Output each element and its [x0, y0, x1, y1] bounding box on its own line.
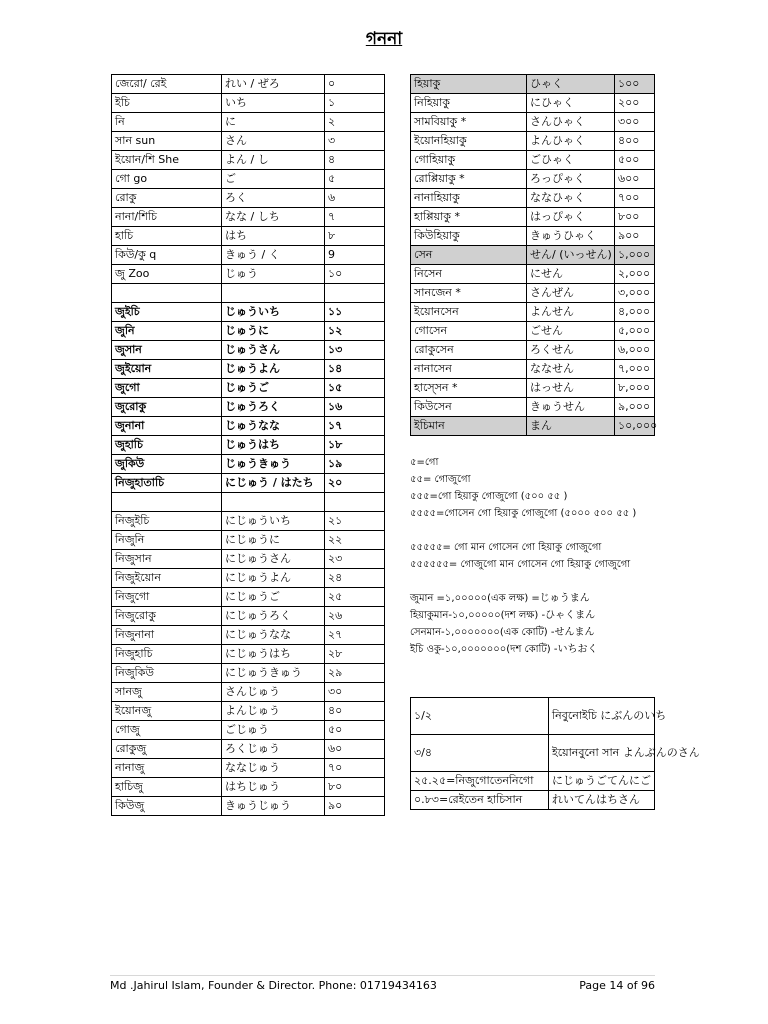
note-line: ৫৫৫৫৫৫= গোজুগো মান গোসেন গো হিয়াকু গোজুগো — [410, 559, 631, 570]
table-cell — [112, 284, 222, 303]
table-row — [411, 113, 655, 132]
table-row — [112, 227, 385, 246]
table-cell: ২৮ — [325, 645, 385, 664]
table-cell: নিজুসান — [112, 550, 222, 569]
table-cell: ২,০০০ — [615, 265, 655, 284]
table-row — [112, 550, 385, 569]
table-cell: জেরো/ রেই — [112, 75, 222, 94]
table-row — [411, 398, 655, 417]
table-cell: せん/ (いっせん) — [527, 246, 615, 265]
table-cell: জুনানা — [112, 417, 222, 436]
table-cell: にじゅう / はたち — [222, 474, 325, 493]
table-cell: にじゅうさん — [222, 550, 325, 569]
table-cell: にじゅうよん — [222, 569, 325, 588]
table-row — [112, 778, 385, 797]
table-cell: ২৭ — [325, 626, 385, 645]
table-cell: জুহাচি — [112, 436, 222, 455]
table-cell: ৪ — [325, 151, 385, 170]
table-row — [411, 417, 655, 436]
table-cell: にじゅうろく — [222, 607, 325, 626]
table-cell: はち — [222, 227, 325, 246]
table-cell: নিজুনি — [112, 531, 222, 550]
table-cell: জুরোকু — [112, 398, 222, 417]
note-line: ৫=গো — [410, 457, 439, 468]
table-cell: জুসান — [112, 341, 222, 360]
table-row — [112, 607, 385, 626]
note-line — [410, 573, 636, 590]
table-cell: ইয়োনজু — [112, 702, 222, 721]
table-cell: よん / し — [222, 151, 325, 170]
table-cell: নিজুহাচি — [112, 645, 222, 664]
table-cell: はっぴゃく — [527, 208, 615, 227]
table-cell — [222, 493, 325, 512]
table-cell: にじゅうきゅう — [222, 664, 325, 683]
table-cell: রোকুজু — [112, 740, 222, 759]
table-row — [112, 189, 385, 208]
table-row — [411, 735, 655, 772]
table-row — [112, 170, 385, 189]
table-row — [112, 455, 385, 474]
table-cell: ৩০০ — [615, 113, 655, 132]
table-cell: じゅうなな — [222, 417, 325, 436]
table-cell: ৫০০ — [615, 151, 655, 170]
table-row — [411, 698, 655, 735]
table-row — [411, 341, 655, 360]
table-row — [112, 284, 385, 303]
table-cell: よんせん — [527, 303, 615, 322]
table-cell: ২৩ — [325, 550, 385, 569]
table-cell: ৪,০০০ — [615, 303, 655, 322]
table-cell: ৭ — [325, 208, 385, 227]
table-cell: নিজুগো — [112, 588, 222, 607]
table-cell: じゅうさん — [222, 341, 325, 360]
table-cell: জুইয়োন — [112, 360, 222, 379]
table-cell: নানাজু — [112, 759, 222, 778]
table-cell: ০ — [325, 75, 385, 94]
table-cell: じゅうご — [222, 379, 325, 398]
table-cell: ১৪ — [325, 360, 385, 379]
table-cell: ১০,০০০ — [615, 417, 655, 436]
table-cell: ৪০০ — [615, 132, 655, 151]
table-row — [112, 379, 385, 398]
table-cell: じゅうはち — [222, 436, 325, 455]
table-row — [112, 360, 385, 379]
table-cell: নি — [112, 113, 222, 132]
table-cell: ১৯ — [325, 455, 385, 474]
table-row — [112, 493, 385, 512]
table-row — [411, 772, 655, 791]
table-cell: ななじゅう — [222, 759, 325, 778]
table-cell: নানাসেন — [411, 360, 527, 379]
table-cell: ৩,০০০ — [615, 284, 655, 303]
table-cell: にじゅうご — [222, 588, 325, 607]
table-row — [112, 474, 385, 493]
table-cell — [325, 284, 385, 303]
fraction-table — [410, 697, 700, 810]
table-cell: নিজুকিউ — [112, 664, 222, 683]
table-cell: ৫ — [325, 170, 385, 189]
table-cell: ২৪ — [325, 569, 385, 588]
table-cell: ろくせん — [527, 341, 615, 360]
note-line: সেনমান-১,০০০০০০০(এক কোটি) -せんまん — [410, 627, 595, 638]
footer-author: Md .Jahirul Islam, Founder & Director. Phone: 01719434163 — [110, 979, 437, 992]
table-cell: ৬০০ — [615, 170, 655, 189]
table-cell: きゅうじゅう — [222, 797, 325, 816]
table-row — [411, 208, 655, 227]
table-cell: ごせん — [527, 322, 615, 341]
table-cell: জু Zoo — [112, 265, 222, 284]
table-row — [411, 379, 655, 398]
note-line: হিয়াকুমান-১০,০০০০০(দশ লক্ষ) -ひゃくまん — [410, 610, 596, 621]
table-cell: じゅういち — [222, 303, 325, 322]
table-cell: ৯০০ — [615, 227, 655, 246]
table-cell: れいてんはちさん — [549, 791, 655, 810]
table-cell: ご — [222, 170, 325, 189]
table-cell: はちじゅう — [222, 778, 325, 797]
table-cell: にじゅうなな — [222, 626, 325, 645]
table-cell: ৫০ — [325, 721, 385, 740]
footer-page: Page 14 of 96 — [579, 979, 655, 992]
table-cell: ইয়োনহিয়াকু — [411, 132, 527, 151]
table-cell: きゅうひゃく — [527, 227, 615, 246]
note-line: জুমান =১,০০০০০(এক লক্ষ) =じゅうまん — [410, 593, 590, 604]
table-row — [112, 512, 385, 531]
table-cell: ১৬ — [325, 398, 385, 417]
table-cell: কিউজু — [112, 797, 222, 816]
table-cell: にじゅうはち — [222, 645, 325, 664]
table-cell: じゅうに — [222, 322, 325, 341]
table-cell: ৬০ — [325, 740, 385, 759]
table-cell: ইচি — [112, 94, 222, 113]
table-cell: ইয়োনবুনো সান よんぶんのさん — [549, 735, 655, 772]
table-cell — [222, 284, 325, 303]
table-cell: জুইচি — [112, 303, 222, 322]
table-cell: ইচিমান — [411, 417, 527, 436]
table-cell: 9 — [325, 246, 385, 265]
table-row — [411, 94, 655, 113]
table-row — [112, 303, 385, 322]
note-line: ৫৫= গোজুগো — [410, 474, 471, 485]
table-cell: ৩ — [325, 132, 385, 151]
table-row — [411, 322, 655, 341]
table-row — [112, 797, 385, 816]
table-cell: まん — [527, 417, 615, 436]
table-cell: ৮০০ — [615, 208, 655, 227]
table-row — [411, 284, 655, 303]
table-row — [112, 702, 385, 721]
table-cell: ひゃく — [527, 75, 615, 94]
table-cell: にせん — [527, 265, 615, 284]
table-cell: さんひゃく — [527, 113, 615, 132]
table-cell: ৬ — [325, 189, 385, 208]
table-row — [411, 189, 655, 208]
table-cell: じゅうよん — [222, 360, 325, 379]
table-cell: কিউহিয়াকু — [411, 227, 527, 246]
table-cell: হাস্সেন * — [411, 379, 527, 398]
table-cell: ৫,০০০ — [615, 322, 655, 341]
table-cell: গো go — [112, 170, 222, 189]
table-row — [112, 208, 385, 227]
table-cell: হাচি — [112, 227, 222, 246]
table-row — [112, 151, 385, 170]
table-row — [112, 588, 385, 607]
right-number-table — [410, 74, 658, 436]
table-cell: হাচিজু — [112, 778, 222, 797]
table-cell: ৭০ — [325, 759, 385, 778]
table-cell: নিবুনোইচি にぶんのいち — [549, 698, 655, 735]
table-row — [112, 740, 385, 759]
table-cell: নিসেন — [411, 265, 527, 284]
note-line: ৫৫৫=গো হিয়াকু গোজুগো (৫০০ ৫৫ ) — [410, 491, 568, 502]
table-cell: নিজুইচি — [112, 512, 222, 531]
table-row — [112, 246, 385, 265]
table-row — [411, 75, 655, 94]
table-row — [112, 759, 385, 778]
table-cell: ৭,০০০ — [615, 360, 655, 379]
table-row — [411, 791, 655, 810]
table-cell: রোকু — [112, 189, 222, 208]
table-cell: গোজু — [112, 721, 222, 740]
table-cell: কিউসেন — [411, 398, 527, 417]
table-row — [411, 246, 655, 265]
table-cell: ২৯ — [325, 664, 385, 683]
table-row — [411, 132, 655, 151]
table-cell: ろくじゅう — [222, 740, 325, 759]
table-row — [411, 227, 655, 246]
table-cell: নিহিয়াকু — [411, 94, 527, 113]
table-cell: ২০০ — [615, 94, 655, 113]
table-cell: ななひゃく — [527, 189, 615, 208]
table-cell: ৮ — [325, 227, 385, 246]
note-line: ৫৫৫৫=গোসেন গো হিয়াকু গোজুগো (৫০০০ ৫০০ ৫৫ ) — [410, 508, 637, 519]
table-cell: きゅう / く — [222, 246, 325, 265]
left-number-table — [111, 74, 385, 816]
table-cell: ১ — [325, 94, 385, 113]
table-row — [112, 398, 385, 417]
table-cell: にひゃく — [527, 94, 615, 113]
table-cell: ৩০ — [325, 683, 385, 702]
table-cell: よんひゃく — [527, 132, 615, 151]
table-row — [411, 265, 655, 284]
table-cell: なな / しち — [222, 208, 325, 227]
table-cell: ろっぴゃく — [527, 170, 615, 189]
table-cell: ২৫.২৫=নিজুগোতেননিগো — [411, 772, 549, 791]
table-cell: ৮০ — [325, 778, 385, 797]
table-cell: নিজুনানা — [112, 626, 222, 645]
table-cell: ৭০০ — [615, 189, 655, 208]
table-cell: にじゅういち — [222, 512, 325, 531]
table-cell: হিয়াকু — [411, 75, 527, 94]
table-row — [112, 645, 385, 664]
table-cell: じゅうきゅう — [222, 455, 325, 474]
table-cell: নিজুহাতাচি — [112, 474, 222, 493]
table-row — [411, 360, 655, 379]
table-cell: ৬,০০০ — [615, 341, 655, 360]
table-cell: ১৮ — [325, 436, 385, 455]
table-cell: さんじゅう — [222, 683, 325, 702]
table-cell: さん — [222, 132, 325, 151]
table-cell: ১/২ — [411, 698, 549, 735]
table-cell: さんぜん — [527, 284, 615, 303]
table-cell: রোপ্পিয়াকু * — [411, 170, 527, 189]
table-cell: に — [222, 113, 325, 132]
table-cell: জুগো — [112, 379, 222, 398]
table-cell: কিউ/কু q — [112, 246, 222, 265]
table-cell: সানজেন * — [411, 284, 527, 303]
table-cell: ২২ — [325, 531, 385, 550]
table-cell: গোহিয়াকু — [411, 151, 527, 170]
table-cell: ১,০০০ — [615, 246, 655, 265]
table-cell: ১৩ — [325, 341, 385, 360]
table-row — [112, 664, 385, 683]
notes — [410, 454, 636, 658]
table-cell: ২০ — [325, 474, 385, 493]
table-cell: ろく — [222, 189, 325, 208]
table-row — [112, 75, 385, 94]
table-cell: ৮,০০০ — [615, 379, 655, 398]
table-cell: সামবিয়াকু * — [411, 113, 527, 132]
table-cell: সেন — [411, 246, 527, 265]
table-cell: ইয়োনসেন — [411, 303, 527, 322]
table-cell: はっせん — [527, 379, 615, 398]
table-cell: ১২ — [325, 322, 385, 341]
table-cell: きゅうせん — [527, 398, 615, 417]
table-cell: ごじゅう — [222, 721, 325, 740]
table-cell: নানাহিয়াকু — [411, 189, 527, 208]
table-row — [411, 151, 655, 170]
table-cell: নিজুইয়োন — [112, 569, 222, 588]
table-cell: にじゅうごてんにご — [549, 772, 655, 791]
table-cell — [112, 493, 222, 512]
table-cell: সানজু — [112, 683, 222, 702]
table-cell: রোকুসেন — [411, 341, 527, 360]
table-cell: じゅう — [222, 265, 325, 284]
note-line: ইচি ওকু-১০,০০০০০০০(দশ কোটি) -いちおく — [410, 644, 598, 655]
table-cell: ごひゃく — [527, 151, 615, 170]
table-row — [411, 170, 655, 189]
table-cell: じゅうろく — [222, 398, 325, 417]
table-row — [112, 341, 385, 360]
table-cell: ১৭ — [325, 417, 385, 436]
table-row — [112, 721, 385, 740]
note-line — [410, 522, 636, 539]
table-cell: ৯,০০০ — [615, 398, 655, 417]
footer — [110, 975, 655, 992]
table-cell: よんじゅう — [222, 702, 325, 721]
table-cell: নিজুরোকু — [112, 607, 222, 626]
table-cell: ২৬ — [325, 607, 385, 626]
table-row — [112, 94, 385, 113]
table-row — [112, 265, 385, 284]
table-cell: ২১ — [325, 512, 385, 531]
table-cell — [325, 493, 385, 512]
table-cell: ১০ — [325, 265, 385, 284]
table-row — [411, 303, 655, 322]
table-cell: ৯০ — [325, 797, 385, 816]
table-row — [112, 417, 385, 436]
table-cell: れい / ぜろ — [222, 75, 325, 94]
table-cell: হাপ্পিয়াকু * — [411, 208, 527, 227]
table-row — [112, 436, 385, 455]
table-row — [112, 683, 385, 702]
table-cell: ななせん — [527, 360, 615, 379]
table-cell: ২ — [325, 113, 385, 132]
table-cell: ৩/৪ — [411, 735, 549, 772]
table-cell: にじゅうに — [222, 531, 325, 550]
table-cell: ১৫ — [325, 379, 385, 398]
table-row — [112, 626, 385, 645]
table-cell: いち — [222, 94, 325, 113]
table-cell: ৪০ — [325, 702, 385, 721]
table-cell: ইয়োন/শি She — [112, 151, 222, 170]
table-cell: জুকিউ — [112, 455, 222, 474]
table-cell: ১১ — [325, 303, 385, 322]
table-row — [112, 322, 385, 341]
table-cell: ১০০ — [615, 75, 655, 94]
table-cell: গোসেন — [411, 322, 527, 341]
table-cell: জুনি — [112, 322, 222, 341]
table-cell: ০.৮৩=রেইতেন হাচিসান — [411, 791, 549, 810]
page-title: গননা — [365, 29, 403, 49]
table-cell: সান sun — [112, 132, 222, 151]
table-cell: ২৫ — [325, 588, 385, 607]
table-row — [112, 531, 385, 550]
note-line: ৫৫৫৫৫= গো মান গোসেন গো হিয়াকু গোজুগো — [410, 542, 602, 553]
table-row — [112, 113, 385, 132]
table-row — [112, 132, 385, 151]
table-row — [112, 569, 385, 588]
table-cell: নানা/শিচি — [112, 208, 222, 227]
